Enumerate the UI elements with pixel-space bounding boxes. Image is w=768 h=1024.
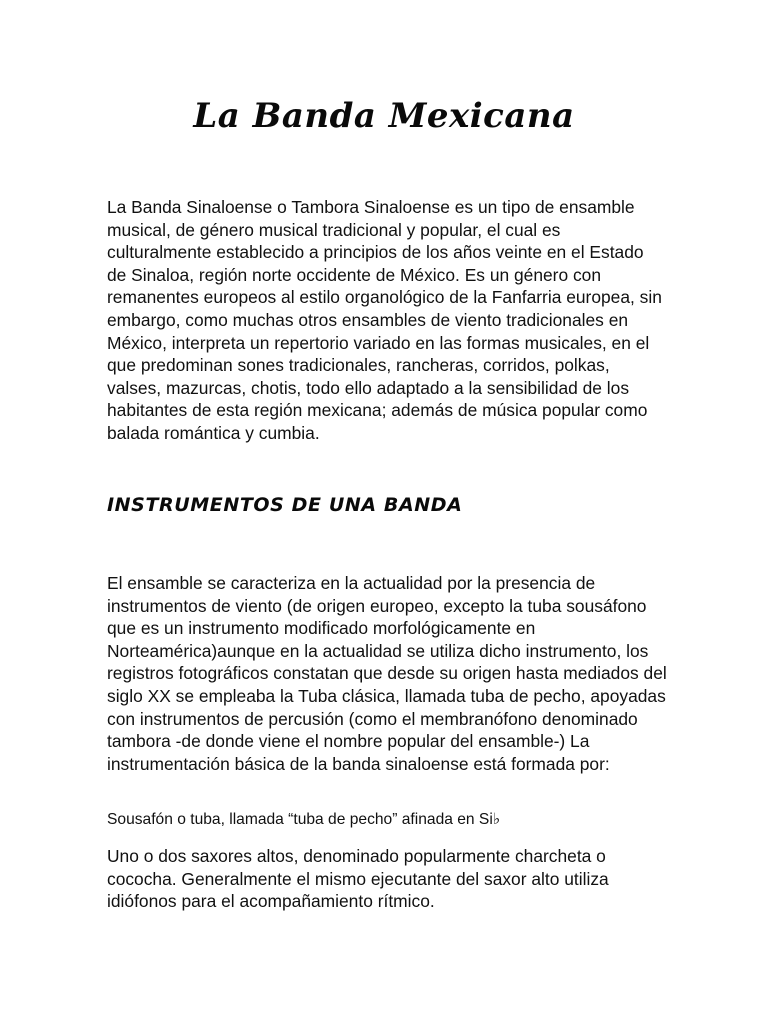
instrument-item-tuba: Sousafón o tuba, llamada “tuba de pecho” afinada en Si♭: [107, 811, 501, 828]
section-heading: INSTRUMENTOS DE UNA BANDA: [107, 494, 463, 516]
page-title: La Banda Mexicana: [193, 96, 575, 136]
section-paragraph: El ensamble se caracteriza en la actualidad por la presencia de instrumentos de viento (de origen europeo, excepto la tuba sousáfono que es un instrumento modificado morfológicamente en Norteamérica)aunque en la actualidad se utiliza dicho instrumento, los registros fotográficos constatan que desde su origen hasta mediados del siglo XX se empleaba la Tuba clásica, llamada tuba de pecho, apoyadas con instrumentos de percusión (como el membranófono denominado tambora -de donde viene el nombre popular del ensamble-) La instrumentación básica de la banda sinaloense está formada por:: [107, 573, 667, 774]
intro-paragraph: La Banda Sinaloense o Tambora Sinaloense es un tipo de ensamble musical, de género musical tradicional y popular, el cual es culturalmente establecido a principios de los años veinte en el Estado de Sinaloa, región norte occidente de México. Es un género con remanentes europeos al estilo organológico de la Fanfarria europea, sin embargo, como muchas otros ensambles de viento tradicionales en México, interpreta un repertorio variado en las formas musicales, en el que predominan sones tradicionales, rancheras, corridos, polkas, valses, mazurcas, chotis, todo ello adaptado a la sensibilidad de los habitantes de esta región mexicana; además de música popular como balada romántica y cumbia.: [107, 197, 662, 443]
instrument-item-saxor: Uno o dos saxores altos, denominado popularmente charcheta o cococha. Generalmente el mismo ejecutante del saxor alto utiliza idiófonos para el acompañamiento rítmico.: [107, 846, 609, 912]
